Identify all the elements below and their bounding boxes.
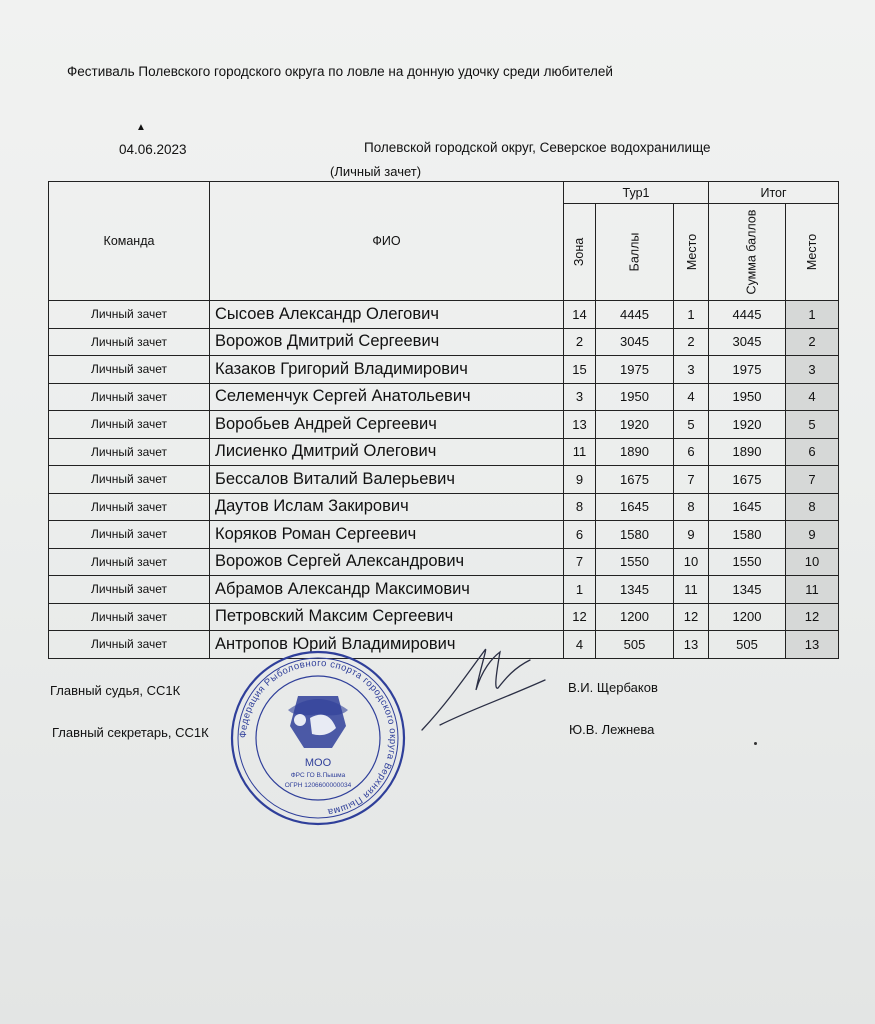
header-place: Место bbox=[674, 204, 709, 301]
place-cell: 6 bbox=[674, 438, 709, 466]
event-date: 04.06.2023 bbox=[119, 142, 187, 157]
team-cell: Личный зачет bbox=[49, 603, 210, 631]
sum-cell: 1950 bbox=[709, 383, 786, 411]
sum-cell: 505 bbox=[709, 631, 786, 659]
points-cell: 1580 bbox=[596, 521, 674, 549]
final-place-cell: 3 bbox=[786, 356, 839, 384]
fio-cell: Коряков Роман Сергеевич bbox=[210, 521, 564, 549]
team-cell: Личный зачет bbox=[49, 356, 210, 384]
team-cell: Личный зачет bbox=[49, 576, 210, 604]
handwritten-signature bbox=[410, 630, 550, 740]
points-cell: 1920 bbox=[596, 411, 674, 439]
table-row bbox=[49, 466, 839, 494]
fio-cell: Петровский Максим Сергеевич bbox=[210, 603, 564, 631]
points-cell: 1345 bbox=[596, 576, 674, 604]
fio-cell: Даутов Ислам Закирович bbox=[210, 493, 564, 521]
fio-cell: Воробьев Андрей Сергеевич bbox=[210, 411, 564, 439]
final-place-cell: 8 bbox=[786, 493, 839, 521]
place-cell: 5 bbox=[674, 411, 709, 439]
team-cell: Личный зачет bbox=[49, 328, 210, 356]
final-place-cell: 11 bbox=[786, 576, 839, 604]
sum-cell: 1200 bbox=[709, 603, 786, 631]
zone-cell: 11 bbox=[564, 438, 596, 466]
place-cell: 11 bbox=[674, 576, 709, 604]
table-row bbox=[49, 576, 839, 604]
final-place-cell: 10 bbox=[786, 548, 839, 576]
place-cell: 13 bbox=[674, 631, 709, 659]
place-cell: 8 bbox=[674, 493, 709, 521]
table-row bbox=[49, 603, 839, 631]
fio-cell: Антропов Юрий Владимирович bbox=[210, 631, 564, 659]
zone-cell: 2 bbox=[564, 328, 596, 356]
stamp-sub-text: ФРС ГО В.Пышма bbox=[290, 772, 346, 779]
table-row bbox=[49, 493, 839, 521]
header-fio: ФИО bbox=[210, 182, 564, 301]
place-cell: 7 bbox=[674, 466, 709, 494]
zone-cell: 12 bbox=[564, 603, 596, 631]
final-place-cell: 4 bbox=[786, 383, 839, 411]
points-cell: 1950 bbox=[596, 383, 674, 411]
event-place: Полевской городской округ, Северское водохранилище bbox=[364, 140, 711, 155]
zone-cell: 3 bbox=[564, 383, 596, 411]
official-stamp bbox=[228, 648, 408, 828]
place-cell: 3 bbox=[674, 356, 709, 384]
document-subtitle: (Личный зачет) bbox=[330, 164, 422, 179]
zone-cell: 14 bbox=[564, 301, 596, 329]
team-cell: Личный зачет bbox=[49, 466, 210, 494]
table-row bbox=[49, 521, 839, 549]
table-row bbox=[49, 438, 839, 466]
zone-cell: 4 bbox=[564, 631, 596, 659]
sum-cell: 1975 bbox=[709, 356, 786, 384]
stamp-center-text: МОО bbox=[304, 757, 332, 769]
secretary-label: Главный секретарь, СС1К bbox=[52, 725, 209, 740]
table-row bbox=[49, 328, 839, 356]
table-row bbox=[49, 383, 839, 411]
fio-cell: Ворожов Сергей Александрович bbox=[210, 548, 564, 576]
secretary-name: Ю.В. Лежнева bbox=[569, 722, 655, 737]
zone-cell: 7 bbox=[564, 548, 596, 576]
final-place-cell: 13 bbox=[786, 631, 839, 659]
points-cell: 4445 bbox=[596, 301, 674, 329]
header-points: Баллы bbox=[596, 204, 674, 301]
fio-cell: Ворожов Дмитрий Сергеевич bbox=[210, 328, 564, 356]
points-cell: 505 bbox=[596, 631, 674, 659]
final-place-cell: 12 bbox=[786, 603, 839, 631]
team-cell: Личный зачет bbox=[49, 301, 210, 329]
team-cell: Личный зачет bbox=[49, 631, 210, 659]
final-place-cell: 6 bbox=[786, 438, 839, 466]
sum-cell: 1345 bbox=[709, 576, 786, 604]
points-cell: 1975 bbox=[596, 356, 674, 384]
fio-cell: Селеменчук Сергей Анатольевич bbox=[210, 383, 564, 411]
final-place-cell: 7 bbox=[786, 466, 839, 494]
header-tour1: Тур1 bbox=[564, 182, 709, 204]
zone-cell: 8 bbox=[564, 493, 596, 521]
place-cell: 4 bbox=[674, 383, 709, 411]
header-final-place: Место bbox=[786, 204, 839, 301]
fio-cell: Лисиенко Дмитрий Олегович bbox=[210, 438, 564, 466]
judge-label: Главный судья, СС1К bbox=[50, 683, 181, 698]
table-row bbox=[49, 301, 839, 329]
sum-cell: 1890 bbox=[709, 438, 786, 466]
stamp-ogrn: ОГРН 1206600000034 bbox=[284, 782, 352, 789]
zone-cell: 9 bbox=[564, 466, 596, 494]
team-cell: Личный зачет bbox=[49, 493, 210, 521]
place-cell: 2 bbox=[674, 328, 709, 356]
points-cell: 1550 bbox=[596, 548, 674, 576]
pen-mark: ▲ bbox=[136, 122, 146, 133]
points-cell: 1675 bbox=[596, 466, 674, 494]
sum-cell: 1580 bbox=[709, 521, 786, 549]
zone-cell: 1 bbox=[564, 576, 596, 604]
ink-dot bbox=[754, 742, 757, 745]
sum-cell: 1920 bbox=[709, 411, 786, 439]
team-cell: Личный зачет bbox=[49, 521, 210, 549]
points-cell: 1645 bbox=[596, 493, 674, 521]
fio-cell: Сысоев Александр Олегович bbox=[210, 301, 564, 329]
place-cell: 1 bbox=[674, 301, 709, 329]
team-cell: Личный зачет bbox=[49, 438, 210, 466]
table-row bbox=[49, 356, 839, 384]
judge-name: В.И. Щербаков bbox=[568, 680, 658, 695]
team-cell: Личный зачет bbox=[49, 548, 210, 576]
table-row bbox=[49, 548, 839, 576]
points-cell: 3045 bbox=[596, 328, 674, 356]
place-cell: 9 bbox=[674, 521, 709, 549]
final-place-cell: 2 bbox=[786, 328, 839, 356]
header-total: Итог bbox=[709, 182, 839, 204]
sum-cell: 1550 bbox=[709, 548, 786, 576]
place-cell: 12 bbox=[674, 603, 709, 631]
sum-cell: 3045 bbox=[709, 328, 786, 356]
table-row bbox=[49, 411, 839, 439]
final-place-cell: 1 bbox=[786, 301, 839, 329]
team-cell: Личный зачет bbox=[49, 411, 210, 439]
sum-cell: 1645 bbox=[709, 493, 786, 521]
header-sum: Сумма баллов bbox=[709, 204, 786, 301]
points-cell: 1200 bbox=[596, 603, 674, 631]
stamp-emblem bbox=[288, 696, 348, 748]
final-place-cell: 5 bbox=[786, 411, 839, 439]
zone-cell: 15 bbox=[564, 356, 596, 384]
zone-cell: 6 bbox=[564, 521, 596, 549]
document-title: Фестиваль Полевского городского округа по ловле на донную удочку среди любителей bbox=[67, 64, 613, 79]
points-cell: 1890 bbox=[596, 438, 674, 466]
header-team: Команда bbox=[49, 182, 210, 301]
zone-cell: 13 bbox=[564, 411, 596, 439]
team-cell: Личный зачет bbox=[49, 383, 210, 411]
sum-cell: 4445 bbox=[709, 301, 786, 329]
fio-cell: Бессалов Виталий Валерьевич bbox=[210, 466, 564, 494]
sum-cell: 1675 bbox=[709, 466, 786, 494]
fio-cell: Казаков Григорий Владимирович bbox=[210, 356, 564, 384]
place-cell: 10 bbox=[674, 548, 709, 576]
stamp-ring-text: Федерация Рыболовного спорта городского округа Верхняя Пышма bbox=[237, 657, 399, 818]
results-table bbox=[48, 181, 839, 659]
header-zone: Зона bbox=[564, 204, 596, 301]
final-place-cell: 9 bbox=[786, 521, 839, 549]
fio-cell: Абрамов Александр Максимович bbox=[210, 576, 564, 604]
